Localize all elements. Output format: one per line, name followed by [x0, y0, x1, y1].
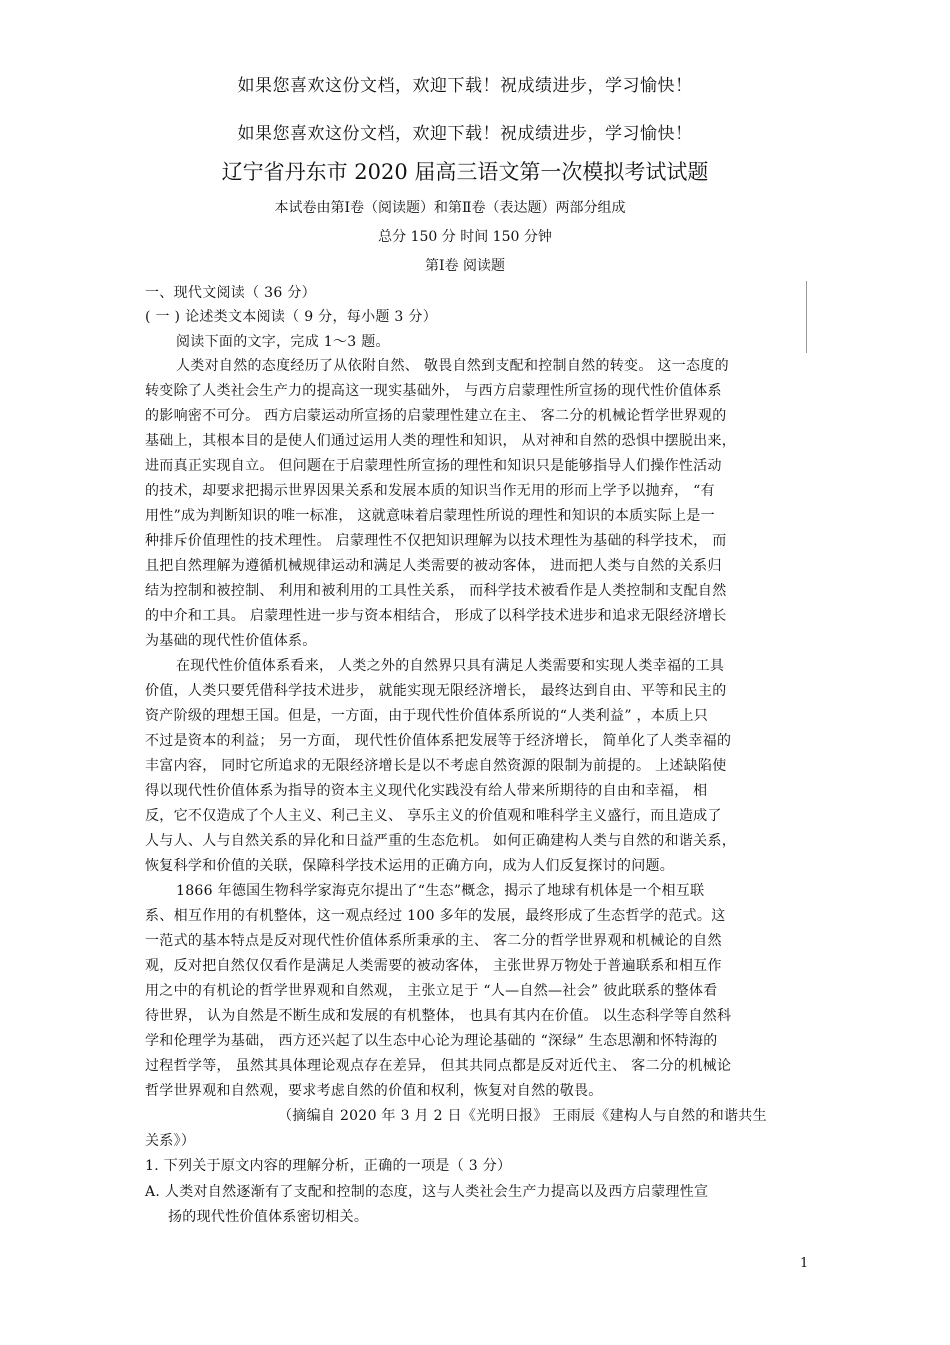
question-stem: 1. 下列关于原文内容的理解分析，正确的一项是（ 3 分） [145, 1158, 512, 1174]
text-line: 用之中的有机论的哲学世界观和自然观， 主张立足于 “人—自然—社会” 彼此联系的整体看 [145, 983, 718, 999]
text-line: 学和伦理学为基础， 西方还兴起了以生态中心论为理论基础的 “深绿” 生态思潮和怀特海的 [145, 1033, 718, 1049]
answer-option-a: A. 人类对自然逐渐有了支配和控制的态度，这与人类社会生产力提高以及西方启蒙理性宣 [145, 1184, 709, 1200]
text-line: 转变除了人类社会生产力的提高这一现实基础外， 与西方启蒙理性所宣扬的现代性价值体系 [145, 383, 722, 399]
text-line: 用性”成为判断知识的唯一标准， 这就意味着启蒙理性所说的理性和知识的本质实际上是一 [145, 508, 715, 524]
text-line: 资产阶级的理想王国。但是，一方面，由于现代性价值体系所说的“人类利益” ，本质上只 [145, 708, 709, 724]
text-line: 人与人、人与自然关系的异化和日益严重的生态危机。 如何正确建构人类与自然的和谐关系， [145, 833, 737, 849]
answer-option-a: 扬的现代性价值体系密切相关。 [168, 1209, 369, 1225]
text-line: 待世界， 认为自然是不断生成和发展的有机整体， 也具有其内在价值。 以生态科学等自然科 [145, 1008, 732, 1024]
text-line: 1866 年德国生物科学家海克尔提出了“生态”概念，揭示了地球有机体是一个相互联 [176, 883, 705, 899]
section-heading: 一、现代文阅读（ 36 分） [145, 285, 316, 301]
text-line: 价值，人类只要凭借科学技术进步， 就能实现无限经济增长， 最终达到自由、平等和民主的 [145, 683, 727, 699]
source-citation: 关系》） [145, 1133, 196, 1149]
text-line: 的影响密不可分。 西方启蒙运动所宣扬的启蒙理性建立在主、 客二分的机械论哲学世界观的 [145, 408, 727, 424]
page-number: 1 [800, 1256, 809, 1271]
text-line: 系、相互作用的有机整体，这一观点经过 100 多年的发展，最终形成了生态哲学的范式。这 [145, 908, 726, 924]
text-line: 基础上，其根本目的是使人们通过运用人类的理性和知识， 从对神和自然的恐惧中摆脱出来， [145, 433, 737, 449]
download-banner: 如果您喜欢这份文档，欢迎下载！祝成绩进步，学习愉快！ [237, 76, 693, 96]
text-line: 人类对自然的态度经历了从依附自然、 敬畏自然到支配和控制自然的转变。 这一态度的 [176, 358, 729, 374]
text-line: 结为控制和被控制、 利用和被利用的工具性关系， 而科学技术被看作是人类控制和支配自然 [145, 583, 727, 599]
text-line: 进而真正实现自立。 但问题在于启蒙理性所宣扬的理性和知识只是能够指导人们操作性活动 [145, 458, 722, 474]
text-line: 种排斥价值理性的技术理性。 启蒙理性不仅把知识理解为以技术理性为基础的科学技术， 而 [145, 533, 727, 549]
download-banner: 如果您喜欢这份文档，欢迎下载！祝成绩进步，学习愉快！ [237, 124, 693, 144]
text-line: 不过是资本的利益； 另一方面， 现代性价值体系把发展等于经济增长， 简单化了人类幸福的 [145, 733, 732, 749]
text-line: 得以现代性价值体系为指导的资本主义现代化实践没有给人带来所期待的自由和幸福， 相 [145, 783, 708, 799]
margin-rule [806, 281, 807, 353]
text-line: 在现代性价值体系看来， 人类之外的自然界只具有满足人类需要和实现人类幸福的工具 [176, 658, 725, 674]
text-line: 的技术，却要求把揭示世界因果关系和发展本质的知识当作无用的形而上学予以抛弃， “有 [145, 483, 715, 499]
instruction-line: 阅读下面的文字，完成 1～3 题。 [176, 334, 390, 350]
text-line: 哲学世界观和自然观，要求考虑自然的价值和权利，恢复对自然的敬畏。 [145, 1083, 603, 1099]
source-citation: （摘编自 2020 年 3 月 2 日《光明日报》 王雨辰《建构人与自然的和谐共生 [278, 1108, 767, 1124]
exam-composition: 本试卷由第Ⅰ卷（阅读题）和第Ⅱ卷（表达题）两部分组成 [274, 200, 626, 216]
text-line: 反，它不仅造成了个人主义、利己主义、 享乐主义的价值观和唯科学主义盛行，而且造成了 [145, 808, 722, 824]
text-line: 过程哲学等， 虽然其具体理论观点存在差异， 但其共同点都是反对近代主、 客二分的机械论 [145, 1058, 732, 1074]
text-line: 的中介和工具。 启蒙理性进一步与资本相结合， 形成了以科学技术进步和追求无限经济增长 [145, 608, 727, 624]
score-and-time: 总分 150 分 时间 150 分钟 [378, 229, 552, 245]
text-line: 且把自然理解为遵循机械规律运动和满足人类需要的被动客体， 进而把人类与自然的关系归 [145, 558, 722, 574]
text-line: 一范式的基本特点是反对现代性价值体系所秉承的主、 客二分的哲学世界观和机械论的自然 [145, 933, 722, 949]
text-line: 丰富内容， 同时它所追求的无限经济增长是以不考虑自然资源的限制为前提的。 上述缺陷使 [145, 758, 727, 774]
text-line: 为基础的现代性价值体系。 [145, 633, 317, 649]
exam-title: 辽宁省丹东市 2020 届高三语文第一次模拟考试试题 [221, 160, 709, 184]
text-line: 观，反对把自然仅仅看作是满足人类需要的被动客体， 主张世界万物处于普遍联系和相互作 [145, 958, 722, 974]
text-line: 恢复科学和价值的关联，保障科学技术运用的正确方向，成为人们反复探讨的问题。 [145, 858, 675, 874]
volume-heading: 第Ⅰ卷 阅读题 [425, 258, 505, 274]
subsection-heading: ( 一 ) 论述类文本阅读（ 9 分，每小题 3 分） [145, 309, 437, 325]
